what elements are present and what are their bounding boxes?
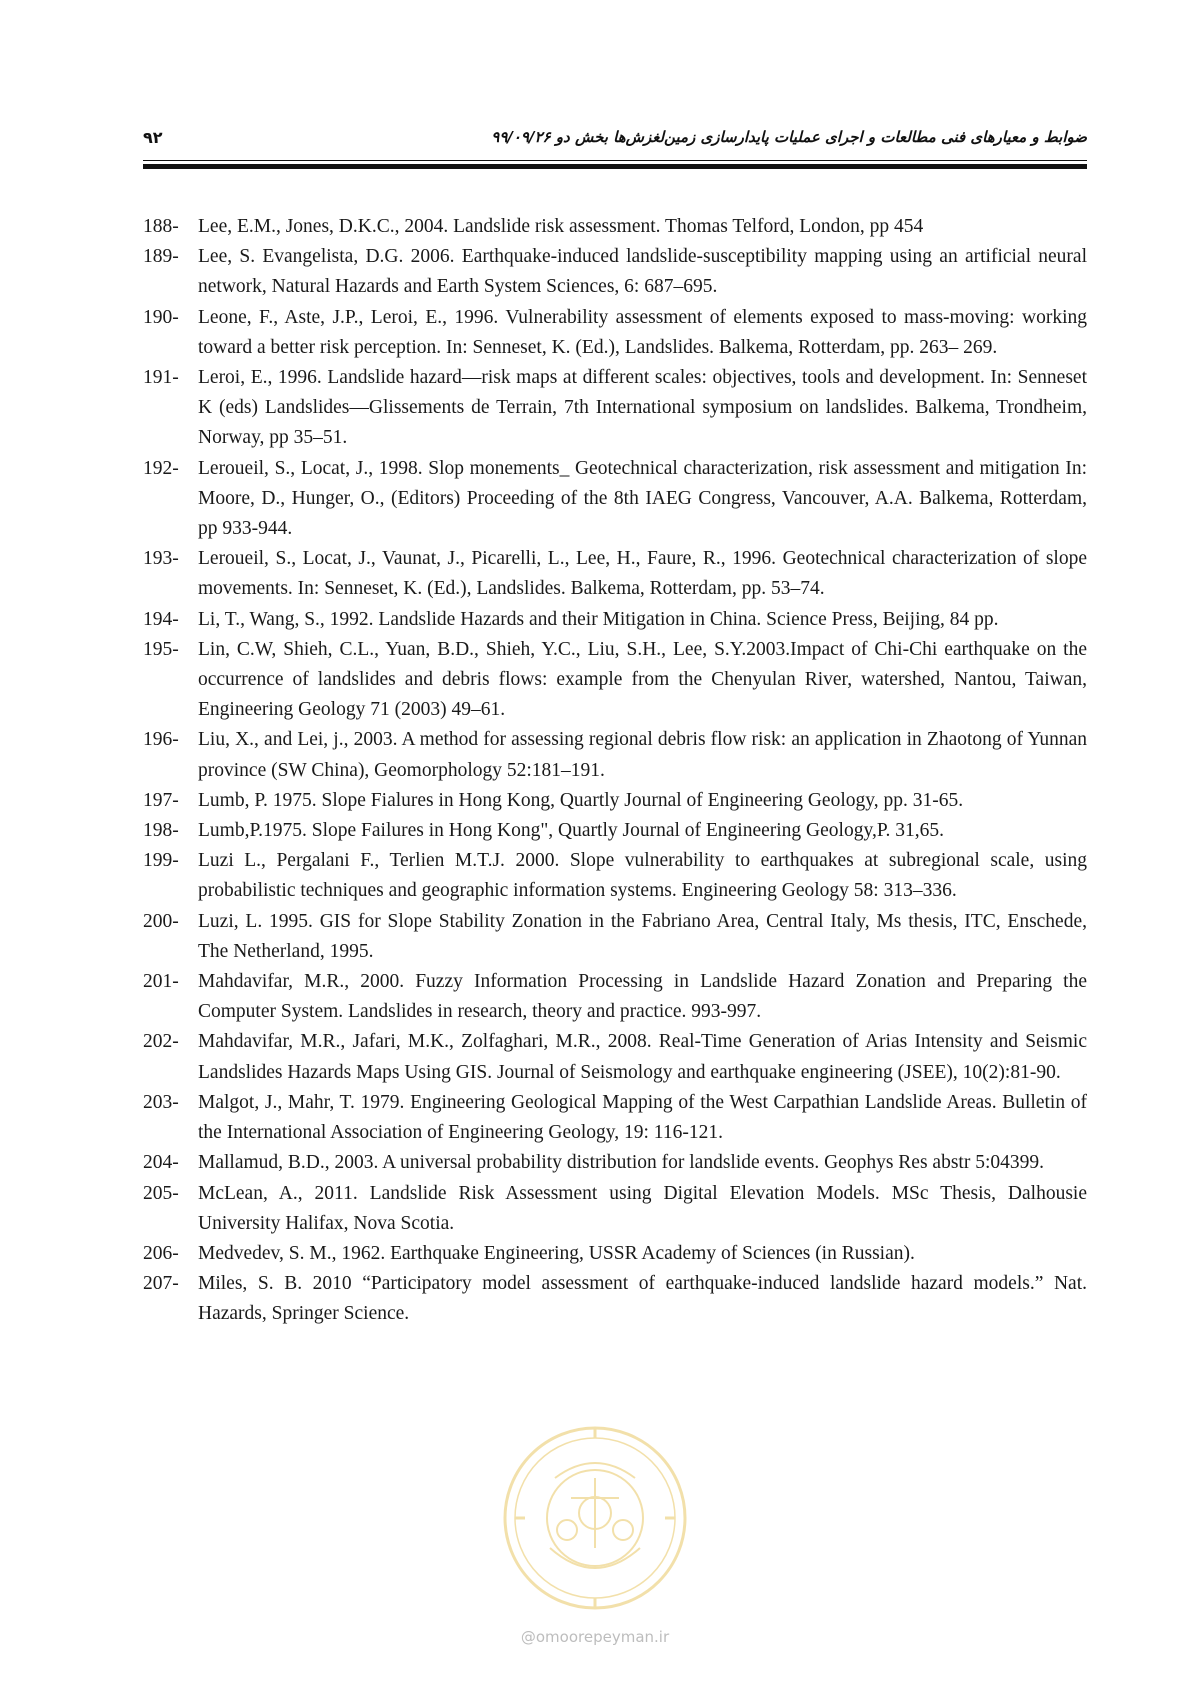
- reference-item: [143, 1179, 1087, 1239]
- reference-number: 190-: [143, 306, 179, 328]
- reference-number: 203-: [143, 1091, 179, 1113]
- reference-item: [143, 605, 1087, 635]
- running-title: ضوابط و معیارهای فنی مطالعات و اجرای عملیات پایدارسازی زمین‌لغزش‌ها بخش دو ۹۹/۰۹/۲۶: [491, 128, 1087, 146]
- reference-number: 199-: [143, 850, 179, 872]
- reference-text: Lumb, P. 1975. Slope Fialures in Hong Kong, Quartly Journal of Engineering Geology, pp. 31-65.: [198, 789, 964, 811]
- reference-number: 207-: [143, 1273, 179, 1295]
- reference-text: Leone, F., Aste, J.P., Leroi, E., 1996. Vulnerability assessment of elements exposed to mass-moving: working toward a better risk perception. In: Senneset, K. (Ed.), Landslides. Balkema, Rotterdam, pp. 263– 269.: [198, 306, 1087, 358]
- reference-text: McLean, A., 2011. Landslide Risk Assessment using Digital Elevation Models. MSc Thesis, Dalhousie University Halifax, Nova Scotia.: [198, 1182, 1087, 1234]
- reference-item: [143, 303, 1087, 363]
- reference-text: Mahdavifar, M.R., Jafari, M.K., Zolfaghari, M.R., 2008. Real-Time Generation of Arias Intensity and Seismic Landslides Hazards Maps Using GIS. Journal of Seismology and earthquake engineering (JSEE), 10(2):81-90.: [198, 1031, 1087, 1083]
- reference-number: 202-: [143, 1031, 179, 1053]
- reference-number: 191-: [143, 367, 179, 389]
- page-number: ۹۲: [143, 128, 163, 147]
- reference-text: Luzi, L. 1995. GIS for Slope Stability Zonation in the Fabriano Area, Central Italy, Ms thesis, ITC, Enschede, The Netherland, 1995.: [198, 910, 1087, 962]
- reference-number: 193-: [143, 548, 179, 570]
- header-rule-thick: [143, 164, 1087, 169]
- reference-number: 198-: [143, 820, 179, 842]
- watermark-url: @omoorepeyman.ir: [520, 1628, 670, 1646]
- reference-item: [143, 907, 1087, 967]
- reference-text: Luzi L., Pergalani F., Terlien M.T.J. 2000. Slope vulnerability to earthquakes at subregional scale, using probabilistic techniques and geographic information systems. Engineering Geology 58: 313–336.: [198, 850, 1087, 902]
- page-header: [143, 128, 1087, 158]
- reference-item: [143, 544, 1087, 604]
- reference-text: Lee, S. Evangelista, D.G. 2006. Earthquake-induced landslide-susceptibility mapping using an artificial neural network, Natural Hazards and Earth System Sciences, 6: 687–695.: [198, 246, 1087, 298]
- reference-item: [143, 363, 1087, 454]
- reference-text: Mahdavifar, M.R., 2000. Fuzzy Information Processing in Landslide Hazard Zonation and Preparing the Computer System. Landslides in research, theory and practice. 993-997.: [198, 971, 1087, 1023]
- reference-number: 205-: [143, 1182, 179, 1204]
- reference-number: 192-: [143, 457, 179, 479]
- reference-text: Leroi, E., 1996. Landslide hazard—risk maps at different scales: objectives, tools and development. In: Senneset K (eds) Landslides—Glissements de Terrain, 7th International symposium on landslides. Balkema, Trondheim, Norway, pp 35–51.: [198, 367, 1087, 449]
- reference-item: [143, 1088, 1087, 1148]
- reference-list: [143, 212, 1087, 1330]
- reference-text: Leroueil, S., Locat, J., Vaunat, J., Picarelli, L., Lee, H., Faure, R., 1996. Geotechnical characterization of slope movements. In: Senneset, K. (Ed.), Landslides. Balkema, Rotterdam, pp. 53–74.: [198, 548, 1087, 600]
- reference-text: Mallamud, B.D., 2003. A universal probability distribution for landslide events. Geophys Res abstr 5:04399.: [198, 1152, 1044, 1174]
- reference-text: Lin, C.W, Shieh, C.L., Yuan, B.D., Shieh, Y.C., Liu, S.H., Lee, S.Y.2003.Impact of Chi-Chi earthquake on the occurrence of landslides and debris flows: example from the Chenyulan River, watershed, Nantou, Taiwan, Engineering Geology 71 (2003) 49–61.: [198, 638, 1087, 721]
- reference-number: 206-: [143, 1242, 179, 1264]
- reference-text: Liu, X., and Lei, j., 2003. A method for assessing regional debris flow risk: an application in Zhaotong of Yunnan province (SW China), Geomorphology 52:181–191.: [198, 729, 1087, 781]
- watermark: [495, 1418, 695, 1658]
- reference-text: Leroueil, S., Locat, J., 1998. Slop monements_ Geotechnical characterization, risk assessment and mitigation In: Moore, D., Hunger, O., (Editors) Proceeding of the 8th IAEG Congress, Vancouver, A.A. Balkema, Rotterdam, pp 933-944.: [198, 457, 1087, 540]
- reference-number: 188-: [143, 216, 179, 237]
- reference-number: 195-: [143, 638, 179, 660]
- reference-number: 196-: [143, 729, 179, 751]
- reference-item: [143, 846, 1087, 906]
- reference-text: Li, T., Wang, S., 1992. Landslide Hazards and their Mitigation in China. Science Press, Beijing, 84 pp.: [198, 608, 999, 630]
- reference-item: [143, 1027, 1087, 1087]
- reference-number: 204-: [143, 1152, 179, 1174]
- reference-number: 200-: [143, 910, 179, 932]
- seal-logo-icon: [495, 1418, 695, 1618]
- reference-text: Medvedev, S. M., 1962. Earthquake Engineering, USSR Academy of Sciences (in Russian).: [198, 1242, 915, 1264]
- reference-item: [143, 1148, 1087, 1178]
- reference-number: 197-: [143, 789, 179, 811]
- reference-item: [143, 1239, 1087, 1269]
- reference-number: 201-: [143, 971, 179, 993]
- reference-item: [143, 242, 1087, 302]
- reference-item: [143, 1269, 1087, 1329]
- reference-item: [143, 967, 1087, 1027]
- reference-item: [143, 635, 1087, 726]
- reference-text: Lumb,P.1975. Slope Failures in Hong Kong", Quartly Journal of Engineering Geology,P. 31,65.: [198, 820, 945, 842]
- reference-text: Lee, E.M., Jones, D.K.C., 2004. Landslide risk assessment. Thomas Telford, London, pp 454: [198, 216, 924, 237]
- reference-number: 189-: [143, 246, 179, 268]
- header-rule-thin: [143, 160, 1087, 161]
- reference-number: 194-: [143, 608, 179, 630]
- reference-item: [143, 212, 1087, 242]
- reference-item: [143, 816, 1087, 846]
- reference-text: Miles, S. B. 2010 “Participatory model assessment of earthquake-induced landslide hazard models.” Nat. Hazards, Springer Science.: [198, 1273, 1087, 1325]
- reference-item: [143, 454, 1087, 545]
- reference-item: [143, 786, 1087, 816]
- reference-item: [143, 725, 1087, 785]
- reference-text: Malgot, J., Mahr, T. 1979. Engineering Geological Mapping of the West Carpathian Landslide Areas. Bulletin of the International Association of Engineering Geology, 19: 116-121.: [198, 1091, 1087, 1144]
